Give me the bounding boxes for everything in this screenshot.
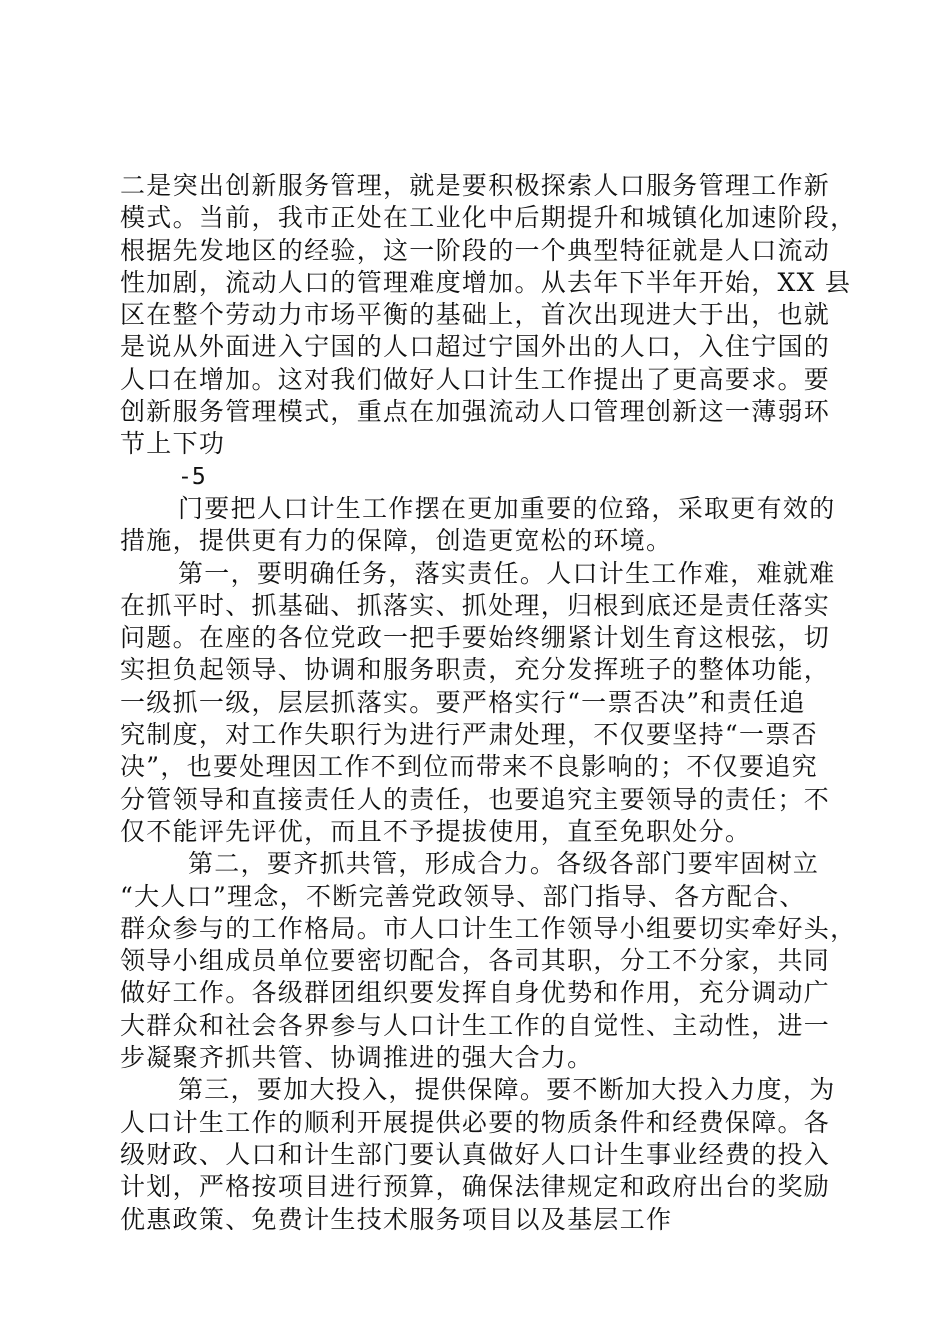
text-line: 节上下功	[120, 429, 226, 459]
text-line: 步凝聚齐抓共管、协调推进的强大合力。	[120, 1043, 594, 1073]
text-line: 区在整个劳动力市场平衡的基础上，首次出现进大于出，也就	[120, 300, 831, 330]
text-line: 在抓平时、抓基础、抓落实、抓处理，归根到底还是责任落实	[120, 590, 831, 620]
text-line: 问题。在座的各位党政一把手要始终绷紧计划生育这根弦，切	[120, 623, 831, 653]
body-text	[120, 170, 857, 1236]
page-number-marker: -5	[178, 463, 206, 490]
text-line: 措施，提供更有力的保障，创造更宽松的环境。	[120, 526, 673, 556]
text-line: 性加剧，流动人口的管理难度增加。从去年下半年开始，XX 县	[120, 267, 852, 297]
paragraph-start-line: 门要把人口计生工作摆在更加重要的位臵，采取更有效的	[178, 493, 836, 523]
text-line: 根据先发地区的经验，这一阶段的一个典型特征就是人口流动	[120, 235, 831, 265]
text-line: 二是突出创新服务管理，就是要积极探索人口服务管理工作新	[120, 171, 831, 200]
text-line: 创新服务管理模式，重点在加强流动人口管理创新这一薄弱环	[120, 397, 831, 427]
text-line: 级财政、人口和计生部门要认真做好人口计生事业经费的投入	[120, 1139, 831, 1169]
paragraph-start-line: 第一，要明确任务，落实责任。人口计生工作难，难就难	[178, 558, 836, 588]
text-line: 人口在增加。这对我们做好人口计生工作提出了更高要求。要	[120, 364, 831, 394]
text-line: 实担负起领导、协调和服务职责，充分发挥班子的整体功能，	[120, 655, 831, 685]
text-line: “大人口”理念，不断完善党政领导、部门指导、各方配合、	[120, 881, 806, 911]
text-line: 计划，严格按项目进行预算，确保法律规定和政府出台的奖励	[120, 1172, 831, 1202]
text-line: 大群众和社会各界参与人口计生工作的自觉性、主动性，进一	[120, 1010, 831, 1040]
text-line: 做好工作。各级群团组织要发挥自身优势和作用，充分调动广	[120, 978, 831, 1008]
text-line: 优惠政策、免费计生技术服务项目以及基层工作	[120, 1204, 673, 1234]
text-line: 分管领导和直接责任人的责任，也要追究主要领导的责任；不	[120, 784, 831, 814]
paragraph-start-line: 第三，要加大投入，提供保障。要不断加大投入力度，为	[178, 1075, 836, 1105]
text-line: 决”，也要处理因工作不到位而带来不良影响的；不仅要追究	[120, 752, 818, 782]
text-line: 仅不能评先评优，而且不予提拔使用，直至免职处分。	[120, 816, 752, 846]
text-line: 究制度，对工作失职行为进行严肃处理，不仅要坚持“一票否	[120, 720, 818, 750]
text-line: 是说从外面进入宁国的人口超过宁国外出的人口，入住宁国的	[120, 332, 831, 362]
text-line: 领导小组成员单位要密切配合，各司其职，分工不分家，共同	[120, 946, 831, 976]
text-line: 群众参与的工作格局。市人口计生工作领导小组要切实牵好头，	[120, 913, 857, 943]
text-line: 人口计生工作的顺利开展提供必要的物质条件和经费保障。各	[120, 1107, 831, 1137]
text-line: 模式。当前，我市正处在工业化中后期提升和城镇化加速阶段，	[120, 203, 857, 233]
paragraph-start-line: 第二，要齐抓共管，形成合力。各级各部门要牢固树立	[188, 849, 820, 879]
text-line: 一级抓一级，层层抓落实。要严格实行“一票否决”和责任追	[120, 687, 806, 717]
